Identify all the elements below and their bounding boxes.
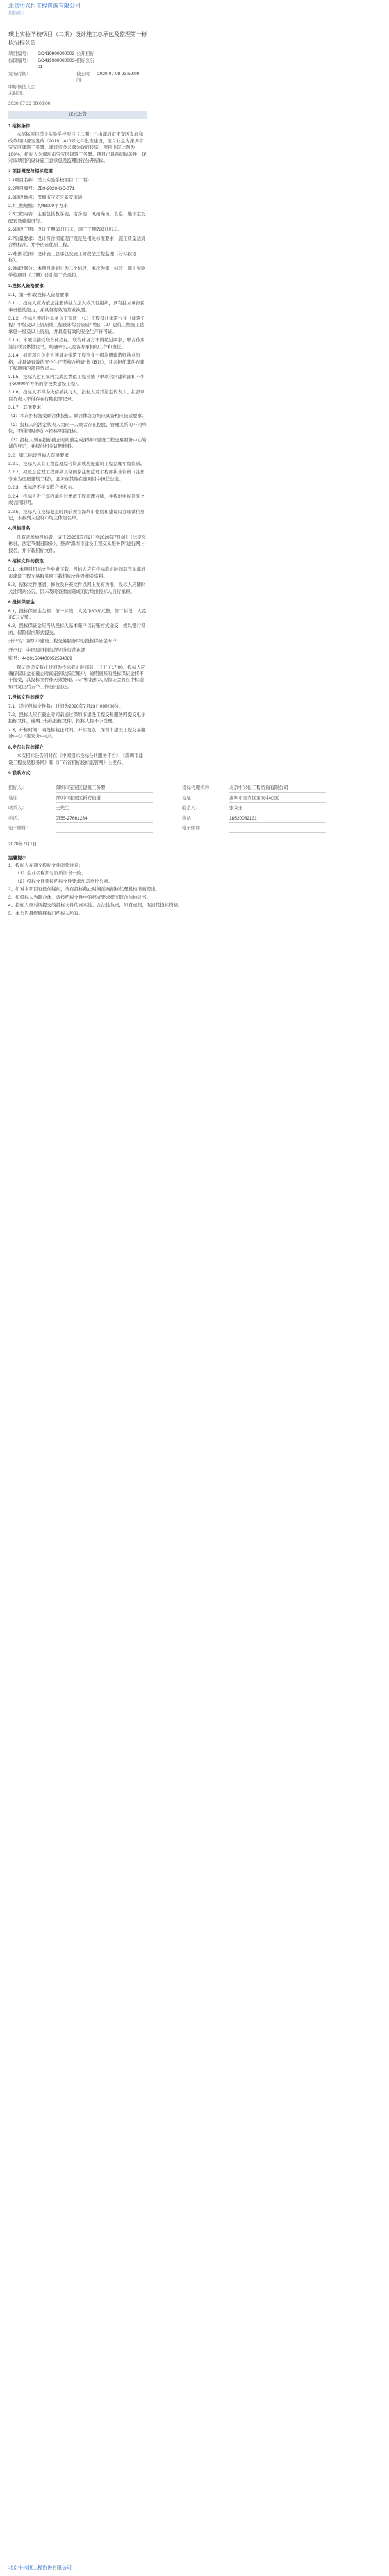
paragraph: 3.2.1、投标人具有工程监理综合资质或房屋建筑工程监理甲级资质。 <box>8 461 145 466</box>
notice-meta <box>8 51 147 97</box>
note-item: 1、投标人在递交投标文件时须注意： <box>8 863 83 868</box>
paragraph: 6.2、投标保证金应当从投标人基本账户以转账方式递交，或以银行保函、保险保函形式提交。 <box>8 623 146 635</box>
contact-value: 张女士 <box>229 805 326 813</box>
paragraph: 3.2.5、投标人在投标截止时间前须在深圳市住房和建设局办理诚信登记，未被列入建筑市场主体黑名单。 <box>8 509 145 521</box>
meta-l2: 截止时间： <box>76 71 90 83</box>
meta-row <box>8 51 147 57</box>
section-heading: 7.投标文件的递交 <box>8 695 44 701</box>
notice-date: 2020-07-22 09:00:00 <box>8 101 51 107</box>
note-item: （1）企业名称须与资质证书一致； <box>15 871 86 877</box>
contact-label: 电话： <box>8 815 22 821</box>
paragraph: 2.1项目名称：璞上实验学校项目（二期） <box>8 177 92 183</box>
notice-body <box>8 123 147 777</box>
meta-l1: 发布时间： <box>8 71 31 76</box>
meta-v1: GC419900000003 <box>38 51 75 57</box>
paragraph: 2.8招标范围：设计施工总承包及施工阶段全过程监理（分标段招标）。 <box>8 251 137 263</box>
contact-value: 深圳市宝安区建筑工务署 <box>56 785 153 792</box>
paragraph: 账号：44201504400052534089 <box>8 656 72 662</box>
section-heading: 8.发布公告的媒介 <box>8 744 44 750</box>
paragraph: 7.2、投标人应在截止时间前通过深圳市建设工程交易服务网提交电子投标文件，逾期上传的投标文件，招标人将不予受理。 <box>8 712 146 724</box>
paragraph: 2.2项目编号：ZB9-2020-GC-071 <box>8 186 75 192</box>
notice-date-signed: 2020年7月1日 <box>8 842 38 847</box>
meta-v2: 2020-07-08 23:59:00 <box>97 71 140 76</box>
section-heading: 4.投标报名 <box>8 526 31 532</box>
meta-row <box>8 58 147 71</box>
contact-label: 电子邮件： <box>8 826 31 831</box>
contact-value: 深圳市宝安区宝安中心区 <box>229 795 326 803</box>
paragraph: 2.4工程规模：约48000平方米 <box>8 204 68 209</box>
paragraph: 3.2、第二标段投标人资格要求 <box>8 453 69 458</box>
paragraph: 2.3建设地点：深圳市宝安区新安街道 <box>8 195 83 200</box>
section-heading: 2.项目概况与招标范围 <box>8 169 53 174</box>
paragraph: 本招标项目璞上实验学校项目（二期）已由深圳市宝安区发展和改革局以深宝发改〔2019〕410号文件批准建设，项目业主为深圳市宝安区建筑工务署，建设资金来源为政府投资，项目出资比例为100%，招标人为深圳市宝安区建筑工务署。项目已具备招标条件，现对该项目的设计施工总承包及监理进行公开招标。 <box>8 132 147 163</box>
paragraph: （1）本次招标接受联合体投标。联合体各方均应具备相应资质要求。 <box>8 414 147 419</box>
note-item: 3、如投标人为联合体，请按招标文件中的格式要求提交联合体协议书。 <box>8 895 151 900</box>
meta-v1: GC419900000003-01 <box>38 58 76 70</box>
paragraph: 2.9标段划分：本项目共划分为二个标段，本次为第一标段：璞上实验学校项目（二期）设计施工总承包。 <box>8 266 146 278</box>
note-item: 2、如对本项目有任何疑问，请在投标截止时间前向招标代理机构书面提出。 <box>8 887 160 892</box>
paragraph: 开户名：深圳市建设工程交易服务中心投标保证金专户 <box>8 639 117 644</box>
paragraph: 3.1.6、投标人不得为失信被执行人，投标人及其法定代表人、拟派项目负责人不得存在行贿犯罪记录。 <box>8 390 145 402</box>
contact-label: 地址： <box>8 795 22 801</box>
paragraph: 3.1.5、投标人近五年内完成过类似工程业绩（单项合同建筑面积不少于30000平方米的学校类建设工程）。 <box>8 375 145 386</box>
paragraph: 3.1.7、其他要求： <box>8 405 46 411</box>
contact-value <box>229 825 326 833</box>
paragraph: 3.2.2、拟派总监理工程师须具备国家注册监理工程师执业资格（注册专业为房屋建筑工程），且未在其他在建项目中担任总监。 <box>8 470 145 482</box>
contact-label: 地址： <box>182 795 196 801</box>
contact-label: 电子邮件： <box>182 826 205 831</box>
section-heading: 5.招标文件的获取 <box>8 559 44 564</box>
contact-value <box>56 825 153 833</box>
paragraph: 2.5工程内容：主要包括教学楼、宿舍楼、风雨操场、食堂、地下室及配套设施建设等。 <box>8 212 146 224</box>
contact-block <box>8 785 381 833</box>
paragraph: 3.1.1、投标人应为依法注册的独立法人或其他组织，具有独立承担民事责任的能力，并具备有效的营业执照。 <box>8 301 145 313</box>
footer-org: 北京中兴恒工程咨询有限公司 <box>8 2565 72 2570</box>
meta-l1: 中标候选人公示时间： <box>8 84 35 96</box>
meta-l1: 标段编号： <box>8 58 31 63</box>
paragraph: 3.1.2、投标人须同时具备以下资质：（1）工程设计建筑行业（建筑工程）甲级及以上资质或工程设计综合资质甲级；（2）建筑工程施工总承包一级及以上资质，并具有有效的安全生产许可证。 <box>8 316 145 334</box>
contact-value: 18520082131 <box>229 815 326 823</box>
contact-label: 联系人： <box>8 806 26 811</box>
paragraph: 6.1、投标保证金金额：第一标段：人民币80万元整；第二标段：人民币5万元整。 <box>8 608 147 620</box>
paragraph: 5.2、招标文件澄清、修改及补充文件以网上发布为准，投标人应随时关注网站公告，因未及时查看而造成的后果由投标人自行承担。 <box>8 582 146 594</box>
section-heading: 1.招标条件 <box>8 123 31 129</box>
paragraph: 7.3、开标时间：同投标截止时间。开标地点：深圳市建设工程交易服务中心（宝安分中心）。 <box>8 727 146 740</box>
paragraph: 本次招标公告同时在《中国招标投标公共服务平台》、《深圳市建设工程交易服务网》和《广东省招标投标监管网》上发布。 <box>8 753 143 765</box>
meta-l2: 公开招标 <box>76 51 94 57</box>
contact-label: 联系人： <box>182 806 200 811</box>
paragraph: 2.6建设工期：设计工期60日历天，施工工期730日历天。 <box>8 227 122 233</box>
paragraph: 3.2.3、本标段不接受联合体投标。 <box>8 485 77 491</box>
paragraph: 5.1、本项目招标文件免费下载，投标人应在投标截止时间前登录深圳市建设工程交易服务网下载招标文件及相关资料。 <box>8 567 146 579</box>
contact-label: 招标代理机构： <box>182 785 214 791</box>
paragraph: 开户行：中国建设银行深圳分行营业部 <box>8 647 85 653</box>
contact-label: 招标人： <box>8 785 26 791</box>
spacer <box>157 825 178 833</box>
top-bar <box>8 0 381 17</box>
spacer <box>157 815 178 823</box>
meta-l2: 招标公告 <box>76 58 94 63</box>
org-name[interactable]: 北京中兴恒工程咨询有限公司 <box>8 3 81 9</box>
section-heading: 9.联系方式 <box>8 771 31 776</box>
paragraph: （2）投标人的法定代表人为同一人或者存在控股、管理关系的不同单位，不得同时参加本招标项目投标。 <box>8 422 147 434</box>
contact-value: 王先生 <box>56 805 153 813</box>
paragraph: 3.1、第一标段投标人资格要求 <box>8 292 69 297</box>
paragraph: 3.2.4、投标人近三年内承担过类似工程监理业绩，并提供中标通知书或合同证明。 <box>8 494 145 506</box>
paragraph: 凡有意参加投标者，请于2020年7月2日至2020年7月8日（法定公休日、法定节假日除外），登录“深圳市建设工程交易服务网”进行网上报名，并下载招标文件。 <box>8 535 147 553</box>
paragraph: 3.1.3、本项目接受联合体投标。联合体各方不得超过两家，联合体应签订联合体协议书，明确牵头人及各方承担的工作和责任。 <box>8 338 145 350</box>
spacer <box>157 795 178 803</box>
paragraph: （3）投标人须在投标截止时间前完成深圳市建设工程交易服务中心的诚信登记，并提供相关证明材料。 <box>8 437 147 450</box>
section-header: 正式公告 <box>8 111 147 119</box>
spacer <box>157 805 178 813</box>
section-heading: 6.投标保证金 <box>8 600 35 605</box>
paragraph: 7.1、递交投标文件截止时间为2020年7月23日09时00分。 <box>8 703 124 709</box>
notes-title: 温馨提示 <box>8 855 26 861</box>
contact-value: 深圳市宝安区新安街道 <box>56 795 153 803</box>
contact-label: 电话： <box>182 815 196 821</box>
note-item: （2）投标文件须按招标文件要求加盖单位公章。 <box>15 879 113 884</box>
notes <box>8 855 381 917</box>
contact-value: 0755-27661234 <box>56 815 153 823</box>
meta-l1: 项目编号： <box>8 51 31 57</box>
note-item: 4、投标人应对所提交的投标文件的真实性、合法性负责，如有虚假，取消其投标资格。 <box>8 903 183 908</box>
notice-title: 璞上实验学校项目（二期）设计施工总承包及监理第一标段招标公告 <box>8 31 147 46</box>
notes-list <box>8 863 381 917</box>
paragraph: 保证金递交截止时间为投标截止时间前一日下午17:00。投标人应确保保证金在截止时间前到达指定账户，逾期到账的投标保证金将不予接受，其投标文件作无效处理。未中标投标人的保证金将在中标通知书发出后五个工作日内退还。 <box>8 665 146 690</box>
paragraph: 2.7质量要求：设计符合国家现行规范及相关标准要求；施工质量达到合格标准，并争创省优质工程。 <box>8 236 146 248</box>
spacer <box>157 785 178 792</box>
meta-row <box>8 71 147 84</box>
nav-link[interactable]: 招标项目 <box>8 11 26 16</box>
note-item: 5、本公告最终解释权归招标人所有。 <box>8 911 83 916</box>
contact-table <box>8 785 381 833</box>
section-heading: 3.投标人资格要求 <box>8 284 44 289</box>
meta-row <box>8 84 147 97</box>
contact-value: 北京中兴恒工程咨询有限公司 <box>229 785 326 792</box>
paragraph: 3.1.4、拟派项目负责人须具备建筑工程专业一级注册建造师执业资格，并具备有效的安全生产考核合格证书（B证），且未担任其他在建工程项目的项目负责人。 <box>8 353 145 371</box>
